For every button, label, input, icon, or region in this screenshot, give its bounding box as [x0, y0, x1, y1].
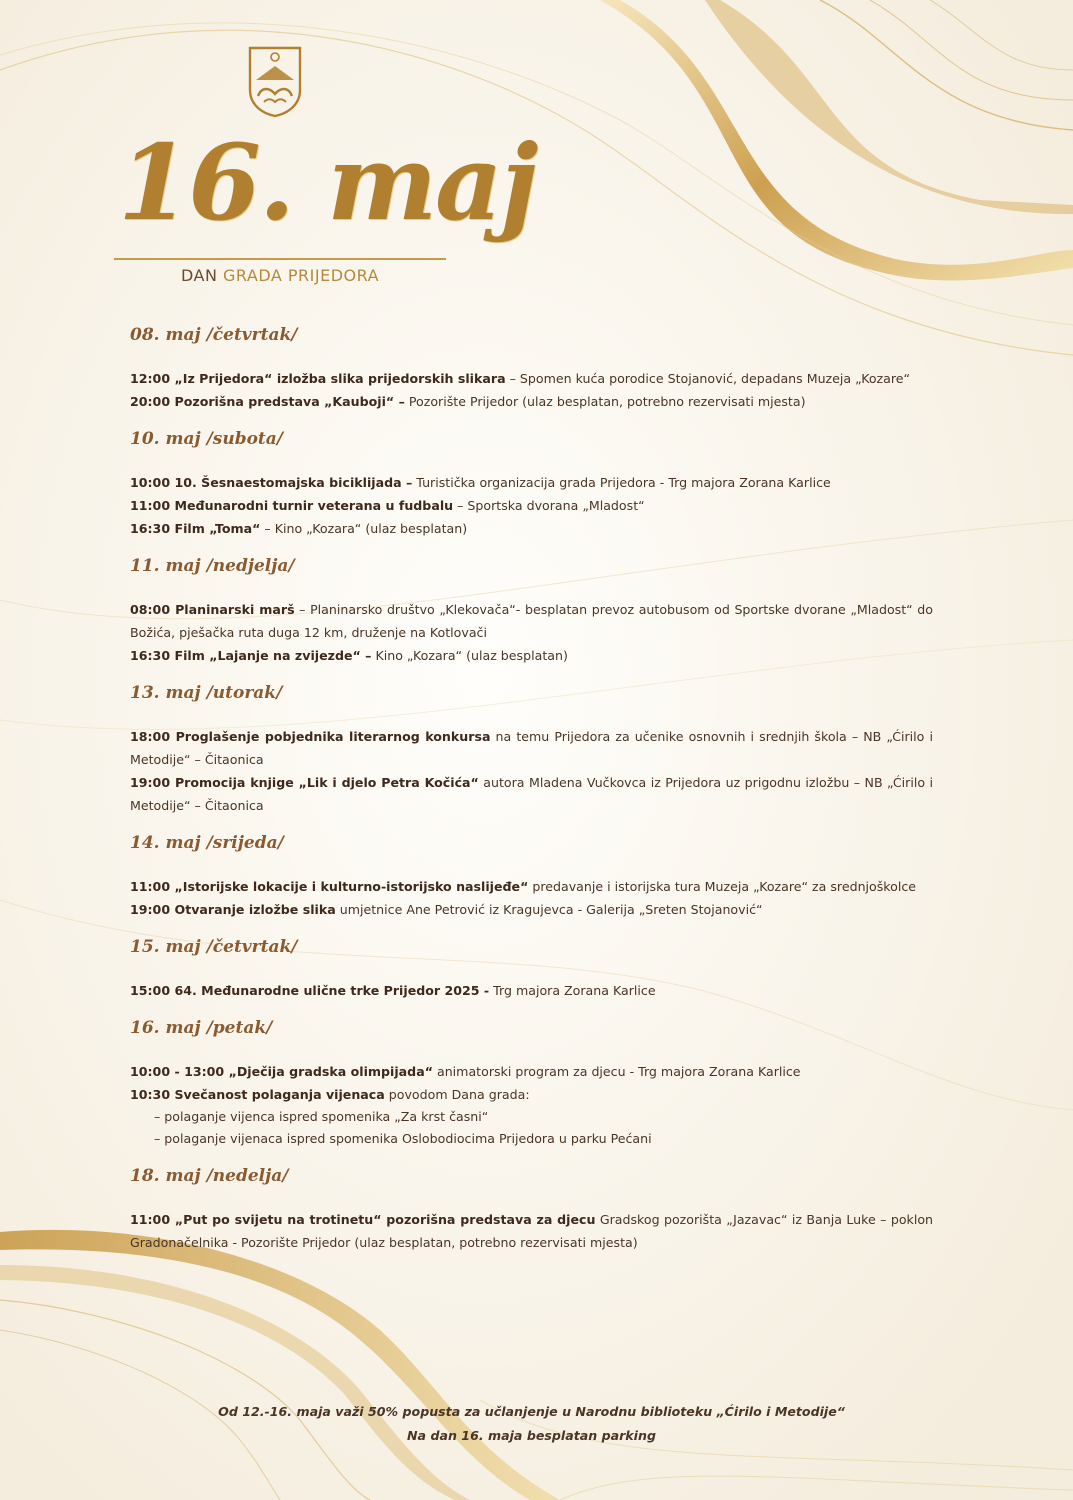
event-name: „Iz Prijedora“ izložba slika prijedorskih slikara — [174, 371, 506, 386]
event-time: 16:30 — [130, 521, 171, 536]
event-details: – Planinarsko društvo „Klekovača“- besplatan prevoz autobusom od Sportske dvorane „Mladost“ do Božića, pješačka ruta duga 12 km, druženje na Kotlovači — [130, 602, 933, 640]
event-item — [130, 1083, 933, 1106]
day-heading: 10. maj /subota/ — [130, 429, 284, 449]
event-name: Svečanost polaganja vijenaca — [174, 1087, 385, 1102]
event-name: Film „Lajanje na zvijezde“ – — [174, 648, 372, 663]
event-name: 10. Šesnaestomajska biciklijada – — [174, 475, 413, 490]
event-item — [130, 644, 933, 667]
event-name: Planinarski marš — [175, 602, 295, 617]
event-name: Pozorišna predstava „Kauboji“ – — [174, 394, 405, 409]
day-heading: 14. maj /srijeda/ — [130, 833, 284, 853]
event-time: 19:00 — [130, 902, 171, 917]
day-heading: 11. maj /nedjelja/ — [130, 556, 295, 576]
sub-item: – polaganje vijenaca ispred spomenika Oslobodiocima Prijedora u parku Pećani — [154, 1131, 652, 1146]
event-time: 16:30 — [130, 648, 171, 663]
event-details: – Spomen kuća porodice Stojanović, depadans Muzeja „Kozare“ — [505, 371, 911, 386]
day-section — [130, 1166, 933, 1254]
day-section — [130, 833, 933, 921]
page-title: 16. maj — [118, 121, 537, 244]
event-name: Promocija knjige „Lik i djelo Petra Kočića“ — [174, 775, 479, 790]
event-item — [130, 390, 933, 413]
event-name: Film „Toma“ — [174, 521, 261, 536]
day-heading: 13. maj /utorak/ — [130, 683, 283, 703]
event-item — [130, 517, 933, 540]
event-time: 18:00 — [130, 729, 171, 744]
day-section — [130, 683, 933, 817]
event-details: Pozorište Prijedor (ulaz besplatan, potrebno rezervisati mjesta) — [404, 394, 806, 409]
subtitle-part-2: GRADA PRIJEDORA — [223, 266, 380, 285]
event-time: 08:00 — [130, 602, 171, 617]
event-time: 10:30 — [130, 1087, 171, 1102]
footer-notes — [130, 1400, 933, 1448]
event-time: 12:00 — [130, 371, 171, 386]
event-details: – Kino „Kozara“ (ulaz besplatan) — [260, 521, 468, 536]
day-heading: 18. maj /nedelja/ — [130, 1166, 289, 1186]
event-item — [130, 725, 933, 771]
event-details: predavanje i istorijska tura Muzeja „Kozare“ za srednjoškolce — [528, 879, 917, 894]
day-section — [130, 325, 933, 413]
event-item — [130, 875, 933, 898]
subtitle-part-1: DAN — [180, 266, 223, 285]
event-time: 11:00 — [130, 498, 171, 513]
event-name: Otvaranje izložbe slika — [174, 902, 336, 917]
event-item — [130, 771, 933, 817]
title-divider — [114, 258, 446, 260]
day-heading: 08. maj /četvrtak/ — [130, 325, 298, 345]
event-details: Kino „Kozara“ (ulaz besplatan) — [371, 648, 568, 663]
event-item — [130, 367, 933, 390]
event-item — [130, 471, 933, 494]
event-details: Trg majora Zorana Karlice — [489, 983, 656, 998]
day-section — [130, 556, 933, 667]
day-section — [130, 429, 933, 540]
event-details: Gradskog pozorišta „Jazavac“ iz Banja Luke – poklon Gradonačelnika - Pozorište Prijedor (ulaz besplatan, potrebno rezervisati mjesta) — [130, 1212, 934, 1250]
event-details: umjetnice Ane Petrović iz Kragujevca - Galerija „Sreten Stojanović“ — [335, 902, 763, 917]
day-section — [130, 937, 933, 1002]
event-details: – Sportska dvorana „Mladost“ — [453, 498, 645, 513]
event-name: „Istorijske lokacije i kulturno-istorijsko naslijeđe“ — [174, 879, 529, 894]
event-time: 11:00 — [130, 879, 171, 894]
page-subtitle — [114, 266, 446, 285]
event-item — [130, 979, 933, 1002]
event-name: Proglašenje pobjednika literarnog konkursa — [175, 729, 491, 744]
event-time: 11:00 — [130, 1212, 171, 1227]
day-heading: 15. maj /četvrtak/ — [130, 937, 298, 957]
day-section — [130, 1018, 933, 1150]
event-item — [130, 494, 933, 517]
program-schedule — [130, 325, 933, 1270]
event-time: 19:00 — [130, 775, 171, 790]
event-name: „Put po svijetu na trotinetu“ pozorišna predstava za djecu — [174, 1212, 596, 1227]
event-item — [130, 1060, 933, 1083]
day-heading: 16. maj /petak/ — [130, 1018, 273, 1038]
event-details: povodom Dana grada: — [384, 1087, 530, 1102]
event-details: Turistička organizacija grada Prijedora - Trg majora Zorana Karlice — [412, 475, 831, 490]
footer-line-discount: Od 12.-16. maja važi 50% popusta za učlanjenje u Narodnu biblioteku „Ćirilo i Metodije“ — [218, 1404, 845, 1419]
event-details: animatorski program za djecu - Trg majora Zorana Karlice — [432, 1064, 801, 1079]
event-time: 20:00 — [130, 394, 171, 409]
event-name: Međunarodni turnir veterana u fudbalu — [174, 498, 454, 513]
event-time: 10:00 — [130, 475, 171, 490]
event-item — [130, 598, 933, 644]
footer-line-parking: Na dan 16. maja besplatan parking — [407, 1428, 656, 1443]
event-details: autora Mladena Vučkovca iz Prijedora uz prigodnu izložbu – NB „Ćirilo i Metodije“ – Čitaonica — [130, 775, 934, 813]
event-name: „Dječija gradska olimpijada“ — [228, 1064, 433, 1079]
event-time: 10:00 - 13:00 — [130, 1064, 225, 1079]
event-details: na temu Prijedora za učenike osnovnih i srednjih škola – NB „Ćirilo i Metodije“ – Čitaonica — [130, 729, 933, 767]
event-time: 15:00 — [130, 983, 171, 998]
event-name: 64. Međunarodne ulične trke Prijedor 2025 - — [174, 983, 490, 998]
event-item — [130, 898, 933, 921]
event-item — [130, 1208, 933, 1254]
city-crest-icon — [246, 44, 304, 118]
sub-item: – polaganje vijenca ispred spomenika „Za krst časni“ — [154, 1109, 489, 1124]
